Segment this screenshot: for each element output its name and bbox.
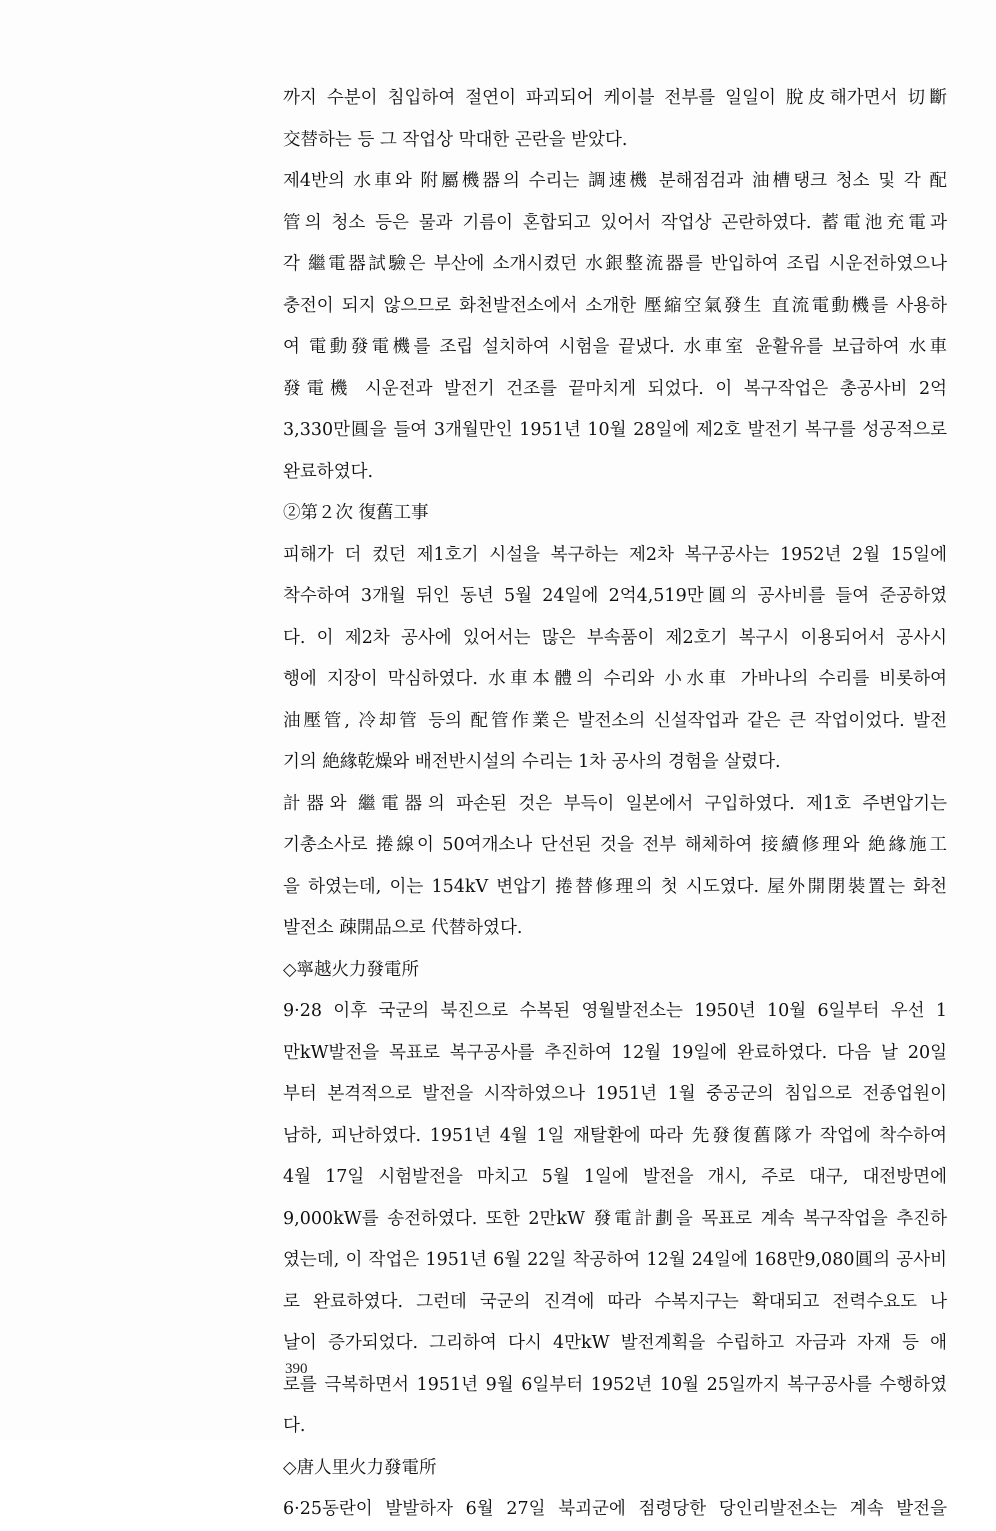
text-line: 까지 수분이 침입하여 절연이 파괴되어 케이블 전부를 일일이 脫皮해가면서 切斷: [283, 88, 947, 108]
section-heading: ◇寧越火力發電所: [283, 959, 419, 980]
text-line: 충전이 되지 않으므로 화천발전소에서 소개한 壓縮空氣發生 直流電動機를 사용하: [283, 295, 947, 316]
text-line: 計器와 繼電器의 파손된 것은 부득이 일본에서 구입하였다. 제1호 주변압기는: [283, 793, 947, 814]
text-line: 날이 증가되었다. 그리하여 다시 4만kW 발전계획을 수립하고 자금과 자재 등 애: [283, 1333, 947, 1353]
text-line: 완료하였다.: [283, 461, 374, 482]
text-line: 로를 극복하면서 1951년 9월 6일부터 1952년 10월 25일까지 복구공사를 수행하였: [283, 1374, 947, 1395]
text-line: 여 電動發電機를 조립 설치하여 시험을 끝냈다. 水車室 윤활유를 보급하여 水車: [283, 337, 947, 357]
text-line: 交替하는 등 그 작업상 막대한 곤란을 받았다.: [283, 129, 628, 150]
body-text: [283, 78, 947, 1531]
text-line: 發電機 시운전과 발전기 건조를 끝마치게 되었다. 이 복구작업은 총공사비 2억: [283, 378, 947, 399]
text-line: 착수하여 3개월 뒤인 동년 5월 24일에 2억4,519만圓의 공사비를 들여 준공하였: [283, 586, 947, 606]
text-line: 9,000kW를 송전하였다. 또한 2만kW 發電計劃을 목표로 계속 복구작업을 추진하: [283, 1208, 947, 1229]
text-line: 부터 본격적으로 발전을 시작하였으나 1951년 1월 중공군의 침입으로 전종업원이: [283, 1084, 947, 1104]
text-line: 피해가 더 컸던 제1호기 시설을 복구하는 제2차 복구공사는 1952년 2월 15일에: [283, 544, 947, 565]
text-line: 다. 이 제2차 공사에 있어서는 많은 부속품이 제2호기 복구시 이용되어서 공사시: [283, 627, 947, 648]
text-line: 제4반의 水車와 附屬機器의 수리는 調速機 분해점검과 油槽탱크 청소 및 각 配: [283, 171, 947, 191]
text-line: 기의 絶緣乾燥와 배전반시설의 수리는 1차 공사의 경험을 살렸다.: [283, 752, 781, 772]
text-line: 을 하였는데, 이는 154kV 변압기 捲替修理의 첫 시도였다. 屋外開閉裝置는 화천: [283, 876, 947, 897]
text-line: 3,330만圓을 들여 3개월만인 1951년 10월 28일에 제2호 발전기 복구를 성공적으로: [283, 420, 947, 440]
text-line: 로 완료하였다. 그런데 국군의 진격에 따라 수복지구는 확대되고 전력수요도 나: [283, 1291, 947, 1312]
section-heading: ②第２次 復舊工事: [283, 503, 429, 523]
text-line: 만kW발전을 목표로 복구공사를 추진하여 12월 19일에 완료하였다. 다음 날 20일: [283, 1042, 947, 1063]
page-number: 390: [285, 1361, 308, 1377]
text-line: 6·25동란이 발발하자 6월 27일 북괴군에 점령당한 당인리발전소는 계속 발전을: [283, 1499, 947, 1519]
text-line: 다.: [283, 1416, 306, 1436]
text-line: 였는데, 이 작업은 1951년 6월 22일 착공하여 12월 24일에 168만9,080圓의 공사비: [283, 1250, 947, 1270]
text-line: 管의 청소 등은 물과 기름이 혼합되고 있어서 작업상 곤란하였다. 蓄電池充電과: [283, 212, 947, 233]
text-line: 9·28 이후 국군의 북진으로 수복된 영월발전소는 1950년 10월 6일부터 우선 1: [283, 1001, 947, 1021]
text-line: 각 繼電器試驗은 부산에 소개시켰던 水銀整流器를 반입하여 조립 시운전하였으나: [283, 254, 947, 274]
section-heading: ◇唐人里火力發電所: [283, 1457, 437, 1478]
text-line: 油壓管, 冷却管 등의 配管作業은 발전소의 신설작업과 같은 큰 작업이었다. 발전: [283, 710, 947, 731]
text-line: 남하, 피난하였다. 1951년 4월 1일 재탈환에 따라 先發復舊隊가 작업에 착수하여: [283, 1125, 947, 1146]
text-line: 행에 지장이 막심하였다. 水車本體의 수리와 小水車 가바나의 수리를 비롯하여: [283, 669, 947, 689]
text-line: 4월 17일 시험발전을 마치고 5월 1일에 발전을 개시, 주로 대구, 대전방면에: [283, 1167, 947, 1187]
text-line: 기총소사로 捲線이 50여개소나 단선된 것을 전부 해체하여 接續修理와 絶緣施工: [283, 835, 947, 855]
text-line: 발전소 疎開品으로 代替하였다.: [283, 918, 523, 938]
